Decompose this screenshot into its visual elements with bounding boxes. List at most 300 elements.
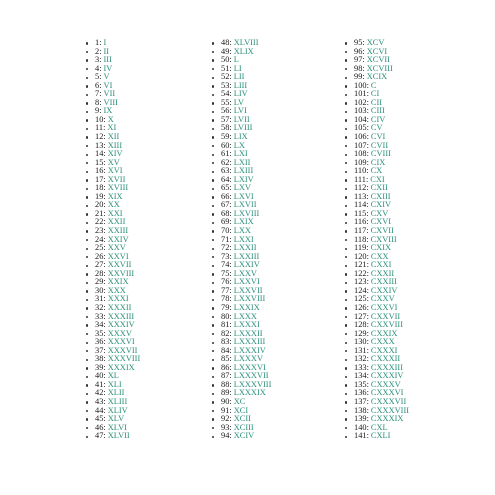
bullet-icon	[212, 427, 214, 429]
bullet-icon	[86, 136, 88, 138]
bullet-icon	[345, 350, 347, 352]
roman-numeral: XCIV	[233, 431, 255, 441]
bullet-icon	[345, 94, 347, 96]
bullet-icon	[86, 94, 88, 96]
arabic-number: 133:	[354, 362, 369, 372]
bullet-icon	[345, 128, 347, 130]
arabic-number: 65:	[221, 183, 232, 193]
roman-numeral: CX	[370, 166, 383, 176]
bullet-icon	[86, 162, 88, 164]
roman-numeral: LVIII	[233, 123, 253, 133]
arabic-number: 19:	[95, 191, 106, 201]
arabic-number: 37:	[95, 345, 106, 355]
bullet-icon	[212, 307, 214, 309]
bullet-icon	[212, 171, 214, 173]
roman-numeral: XXIII	[107, 226, 129, 236]
roman-numeral: CXXVI	[370, 302, 398, 312]
arabic-number: 7:	[95, 89, 102, 99]
roman-numeral: II	[103, 46, 110, 56]
roman-numeral: CVIII	[370, 149, 391, 159]
arabic-number: 105:	[354, 123, 369, 133]
arabic-number: 38:	[95, 354, 106, 364]
roman-numeral: XLIV	[107, 405, 128, 415]
roman-numeral: LXXXVI	[233, 362, 266, 372]
arabic-number: 69:	[221, 217, 232, 227]
arabic-number: 49:	[221, 46, 232, 56]
bullet-icon	[345, 154, 347, 156]
arabic-number: 72:	[221, 243, 232, 253]
roman-numeral: CXXIX	[370, 328, 398, 338]
roman-numeral: CXXXIII	[370, 362, 403, 372]
bullet-icon	[86, 256, 88, 258]
bullet-icon	[212, 222, 214, 224]
arabic-number: 58:	[221, 123, 232, 133]
roman-numeral: CIX	[370, 157, 386, 167]
list-item	[345, 432, 409, 441]
arabic-number: 41:	[95, 379, 106, 389]
bullet-icon	[86, 248, 88, 250]
roman-numeral: LI	[233, 63, 242, 73]
bullet-icon	[212, 316, 214, 318]
arabic-number: 12:	[95, 132, 106, 142]
roman-numeral: III	[103, 55, 112, 65]
roman-numeral: CXIV	[370, 200, 392, 210]
arabic-number: 28:	[95, 268, 106, 278]
bullet-icon	[212, 51, 214, 53]
roman-numeral: LXX	[233, 226, 251, 236]
bullet-icon	[212, 248, 214, 250]
bullet-icon	[86, 376, 88, 378]
arabic-number: 48:	[221, 38, 232, 47]
numeral-list-column-3	[345, 39, 409, 441]
roman-numeral: LXXXVII	[233, 371, 269, 381]
arabic-number: 14:	[95, 149, 106, 159]
bullet-icon	[212, 179, 214, 181]
arabic-number: 82:	[221, 328, 232, 338]
bullet-icon	[345, 102, 347, 104]
roman-numeral: CXXI	[370, 260, 392, 270]
bullet-icon	[86, 265, 88, 267]
bullet-icon	[86, 196, 88, 198]
arabic-number: 135:	[354, 379, 369, 389]
bullet-icon	[345, 256, 347, 258]
bullet-icon	[212, 333, 214, 335]
bullet-icon	[212, 42, 214, 44]
arabic-number: 71:	[221, 234, 232, 244]
roman-numeral: XXXIV	[107, 320, 135, 330]
roman-numeral: XIX	[107, 191, 123, 201]
bullet-icon	[345, 85, 347, 87]
arabic-number: 44:	[95, 405, 106, 415]
bullet-icon	[86, 290, 88, 292]
bullet-icon	[345, 436, 347, 438]
arabic-number: 91:	[221, 405, 232, 415]
arabic-number: 122:	[354, 268, 369, 278]
bullet-icon	[345, 342, 347, 344]
bullet-icon	[345, 316, 347, 318]
roman-numeral: VIII	[103, 97, 118, 107]
bullet-icon	[212, 213, 214, 215]
arabic-number: 66:	[221, 191, 232, 201]
arabic-number: 103:	[354, 106, 369, 116]
bullet-icon	[345, 418, 347, 420]
bullet-icon	[345, 427, 347, 429]
bullet-icon	[212, 188, 214, 190]
arabic-number: 17:	[95, 174, 106, 184]
arabic-number: 22:	[95, 217, 106, 227]
bullet-icon	[345, 384, 347, 386]
roman-numeral: XCVIII	[366, 63, 393, 73]
bullet-icon	[212, 230, 214, 232]
bullet-icon	[345, 213, 347, 215]
arabic-number: 112:	[354, 183, 369, 193]
roman-numeral: XXV	[107, 243, 126, 253]
bullet-icon	[86, 102, 88, 104]
roman-numeral: CXXIV	[370, 285, 398, 295]
arabic-number: 39:	[95, 362, 106, 372]
roman-numeral: LXXXV	[233, 354, 264, 364]
roman-numeral: CXIII	[370, 191, 391, 201]
bullet-icon	[212, 145, 214, 147]
arabic-number: 100:	[354, 80, 369, 90]
arabic-number: 21:	[95, 208, 106, 218]
roman-numeral: XVII	[107, 174, 126, 184]
roman-numeral: LXXXIX	[233, 388, 266, 398]
roman-numeral: XCI	[233, 405, 249, 415]
arabic-number: 1:	[95, 38, 102, 47]
arabic-number: 97:	[354, 55, 365, 65]
bullet-icon	[86, 316, 88, 318]
roman-numeral: LXII	[233, 157, 251, 167]
roman-numeral: VI	[103, 80, 113, 90]
arabic-number: 40:	[95, 371, 106, 381]
arabic-number: 101:	[354, 89, 369, 99]
arabic-number: 31:	[95, 294, 106, 304]
bullet-icon	[212, 205, 214, 207]
arabic-number: 43:	[95, 396, 106, 406]
roman-numeral: LXXI	[233, 234, 254, 244]
roman-numeral: XI	[107, 123, 117, 133]
bullet-icon	[345, 179, 347, 181]
roman-numeral: XLVI	[107, 422, 127, 432]
bullet-icon	[345, 111, 347, 113]
arabic-number: 125:	[354, 294, 369, 304]
roman-numeral: XII	[107, 132, 120, 142]
arabic-number: 10:	[95, 114, 106, 124]
arabic-number: 24:	[95, 234, 106, 244]
bullet-icon	[345, 51, 347, 53]
arabic-number: 137:	[354, 396, 369, 406]
bullet-icon	[212, 350, 214, 352]
arabic-number: 111:	[354, 174, 369, 184]
roman-numeral: XLI	[107, 379, 122, 389]
bullet-icon	[86, 119, 88, 121]
roman-numeral: XXXII	[107, 302, 132, 312]
arabic-number: 9:	[95, 106, 102, 116]
roman-numeral: CIV	[370, 114, 386, 124]
bullet-icon	[212, 376, 214, 378]
bullet-icon	[86, 273, 88, 275]
roman-numeral: XLIX	[233, 46, 254, 56]
roman-numeral: XXVII	[107, 260, 132, 270]
bullet-icon	[86, 171, 88, 173]
arabic-number: 52:	[221, 72, 232, 82]
roman-numeral: XVI	[107, 166, 123, 176]
arabic-number: 5:	[95, 72, 102, 82]
arabic-number: 109:	[354, 157, 369, 167]
arabic-number: 33:	[95, 311, 106, 321]
bullet-icon	[212, 59, 214, 61]
bullet-icon	[86, 393, 88, 395]
arabic-number: 88:	[221, 379, 232, 389]
roman-numeral: CXL	[370, 422, 388, 432]
bullet-icon	[212, 77, 214, 79]
bullet-icon	[86, 59, 88, 61]
bullet-icon	[86, 282, 88, 284]
roman-numeral: LXXIV	[233, 260, 260, 270]
arabic-number: 59:	[221, 132, 232, 142]
bullet-icon	[86, 333, 88, 335]
bullet-icon	[86, 427, 88, 429]
roman-numeral: CXXXI	[370, 345, 398, 355]
arabic-number: 50:	[221, 55, 232, 65]
roman-numeral: XXIV	[107, 234, 129, 244]
bullet-icon	[345, 376, 347, 378]
roman-numeral: XXVI	[107, 251, 129, 261]
roman-numeral: LXXV	[233, 268, 257, 278]
roman-numeral: XLVII	[107, 431, 130, 441]
bullet-icon	[345, 401, 347, 403]
roman-numeral: LXIV	[233, 174, 254, 184]
roman-numeral: CXXXII	[370, 354, 401, 364]
roman-numeral: CXXVII	[370, 311, 401, 321]
list-item	[86, 432, 140, 441]
arabic-number: 67:	[221, 200, 232, 210]
arabic-number: 62:	[221, 157, 232, 167]
arabic-number: 110:	[354, 166, 369, 176]
roman-numeral: XXXIII	[107, 311, 135, 321]
bullet-icon	[86, 401, 88, 403]
bullet-icon	[212, 436, 214, 438]
bullet-icon	[212, 94, 214, 96]
bullet-icon	[86, 213, 88, 215]
bullet-icon	[345, 59, 347, 61]
bullet-icon	[86, 128, 88, 130]
arabic-number: 107:	[354, 140, 369, 150]
bullet-icon	[345, 282, 347, 284]
arabic-number: 23:	[95, 226, 106, 236]
arabic-number: 61:	[221, 149, 232, 159]
bullet-icon	[212, 85, 214, 87]
roman-numeral: LXVII	[233, 200, 257, 210]
bullet-icon	[86, 307, 88, 309]
arabic-number: 128:	[354, 320, 369, 330]
arabic-number: 116:	[354, 217, 369, 227]
arabic-number: 136:	[354, 388, 369, 398]
roman-numeral: XCV	[366, 38, 385, 47]
bullet-icon	[86, 410, 88, 412]
bullet-icon	[212, 401, 214, 403]
bullet-icon	[212, 68, 214, 70]
bullet-icon	[212, 393, 214, 395]
roman-numeral: CVII	[370, 140, 389, 150]
roman-numeral: CXXX	[370, 337, 395, 347]
bullet-icon	[212, 290, 214, 292]
bullet-icon	[212, 102, 214, 104]
bullet-icon	[212, 154, 214, 156]
roman-numeral: CXXXVIII	[370, 405, 410, 415]
roman-numeral: LIX	[233, 132, 248, 142]
arabic-number: 132:	[354, 354, 369, 364]
roman-numeral: XCVII	[366, 55, 390, 65]
bullet-icon	[212, 196, 214, 198]
arabic-number: 60:	[221, 140, 232, 150]
arabic-number: 113:	[354, 191, 369, 201]
roman-numeral: XXIX	[107, 277, 129, 287]
arabic-number: 4:	[95, 63, 102, 73]
bullet-icon	[345, 196, 347, 198]
bullet-icon	[212, 359, 214, 361]
arabic-number: 8:	[95, 97, 102, 107]
arabic-number: 98:	[354, 63, 365, 73]
arabic-number: 68:	[221, 208, 232, 218]
roman-numeral: V	[103, 72, 110, 82]
bullet-icon	[86, 436, 88, 438]
roman-numeral: XV	[107, 157, 120, 167]
arabic-number: 84:	[221, 345, 232, 355]
roman-numeral: IV	[103, 63, 113, 73]
bullet-icon	[345, 324, 347, 326]
arabic-number: 117:	[354, 226, 369, 236]
roman-numeral: XCIX	[366, 72, 388, 82]
arabic-number: 130:	[354, 337, 369, 347]
roman-numeral: CXXXV	[370, 379, 401, 389]
arabic-number: 29:	[95, 277, 106, 287]
arabic-number: 64:	[221, 174, 232, 184]
roman-numeral: LXI	[233, 149, 248, 159]
bullet-icon	[212, 367, 214, 369]
arabic-number: 46:	[95, 422, 106, 432]
bullet-icon	[86, 350, 88, 352]
roman-numeral: LVII	[233, 114, 250, 124]
bullet-icon	[345, 307, 347, 309]
bullet-icon	[345, 393, 347, 395]
bullet-icon	[212, 342, 214, 344]
roman-numeral: CXXII	[370, 268, 395, 278]
arabic-number: 127:	[354, 311, 369, 321]
roman-numeral: XL	[107, 371, 119, 381]
roman-numeral: XLII	[107, 388, 125, 398]
bullet-icon	[345, 162, 347, 164]
bullet-icon	[345, 68, 347, 70]
roman-numeral: XXXI	[107, 294, 129, 304]
arabic-number: 16:	[95, 166, 106, 176]
roman-numeral: CXXXVI	[370, 388, 404, 398]
arabic-number: 11:	[95, 123, 106, 133]
bullet-icon	[86, 179, 88, 181]
bullet-icon	[345, 42, 347, 44]
roman-numeral: LXXVI	[233, 277, 260, 287]
roman-numeral: LX	[233, 140, 245, 150]
roman-numeral: IX	[103, 106, 113, 116]
arabic-number: 115:	[354, 208, 369, 218]
arabic-number: 70:	[221, 226, 232, 236]
roman-numeral: XCII	[233, 414, 251, 424]
bullet-icon	[86, 42, 88, 44]
roman-numeral: CXLI	[370, 431, 391, 441]
roman-numeral: CXXV	[370, 294, 395, 304]
roman-numeral: LXXII	[233, 243, 257, 253]
arabic-number: 141:	[354, 431, 369, 441]
arabic-number: 20:	[95, 200, 106, 210]
arabic-number: 75:	[221, 268, 232, 278]
roman-numeral: X	[107, 114, 114, 124]
roman-numeral: XXVIII	[107, 268, 135, 278]
arabic-number: 95:	[354, 38, 365, 47]
arabic-number: 51:	[221, 63, 232, 73]
bullet-icon	[212, 418, 214, 420]
bullet-icon	[345, 273, 347, 275]
bullet-icon	[345, 77, 347, 79]
arabic-number: 53:	[221, 80, 232, 90]
arabic-number: 138:	[354, 405, 369, 415]
arabic-number: 93:	[221, 422, 232, 432]
arabic-number: 3:	[95, 55, 102, 65]
bullet-icon	[86, 359, 88, 361]
arabic-number: 119:	[354, 243, 369, 253]
roman-numeral: CXVIII	[370, 234, 397, 244]
bullet-icon	[86, 384, 88, 386]
bullet-icon	[86, 77, 88, 79]
arabic-number: 76:	[221, 277, 232, 287]
roman-numeral: LXXVIII	[233, 294, 266, 304]
arabic-number: 25:	[95, 243, 106, 253]
roman-numeral: CXXXIX	[370, 414, 404, 424]
roman-numeral: CI	[370, 89, 380, 99]
numeral-list-column-1	[86, 39, 140, 441]
bullet-icon	[86, 418, 88, 420]
roman-numeral: LXVIII	[233, 208, 260, 218]
arabic-number: 2:	[95, 46, 102, 56]
roman-numeral: LXIX	[233, 217, 254, 227]
roman-numeral: XX	[107, 200, 120, 210]
arabic-number: 102:	[354, 97, 369, 107]
bullet-icon	[345, 188, 347, 190]
roman-numeral: CXII	[370, 183, 388, 193]
arabic-number: 83:	[221, 337, 232, 347]
roman-numeral: C	[370, 80, 377, 90]
arabic-number: 45:	[95, 414, 106, 424]
bullet-icon	[345, 239, 347, 241]
bullet-icon	[212, 324, 214, 326]
roman-numeral: CVI	[370, 132, 386, 142]
roman-numeral: XVIII	[107, 183, 129, 193]
roman-numeral: XC	[233, 396, 246, 406]
arabic-number: 34:	[95, 320, 106, 330]
arabic-number: 77:	[221, 285, 232, 295]
arabic-number: 140:	[354, 422, 369, 432]
roman-numeral: LII	[233, 72, 245, 82]
roman-numeral: CXXXVII	[370, 396, 407, 406]
arabic-number: 118:	[354, 234, 369, 244]
arabic-number: 74:	[221, 260, 232, 270]
roman-numeral: XIV	[107, 149, 123, 159]
arabic-number: 86:	[221, 362, 232, 372]
bullet-icon	[212, 299, 214, 301]
bullet-icon	[345, 119, 347, 121]
bullet-icon	[86, 154, 88, 156]
roman-numeral: CXXVIII	[370, 320, 403, 330]
